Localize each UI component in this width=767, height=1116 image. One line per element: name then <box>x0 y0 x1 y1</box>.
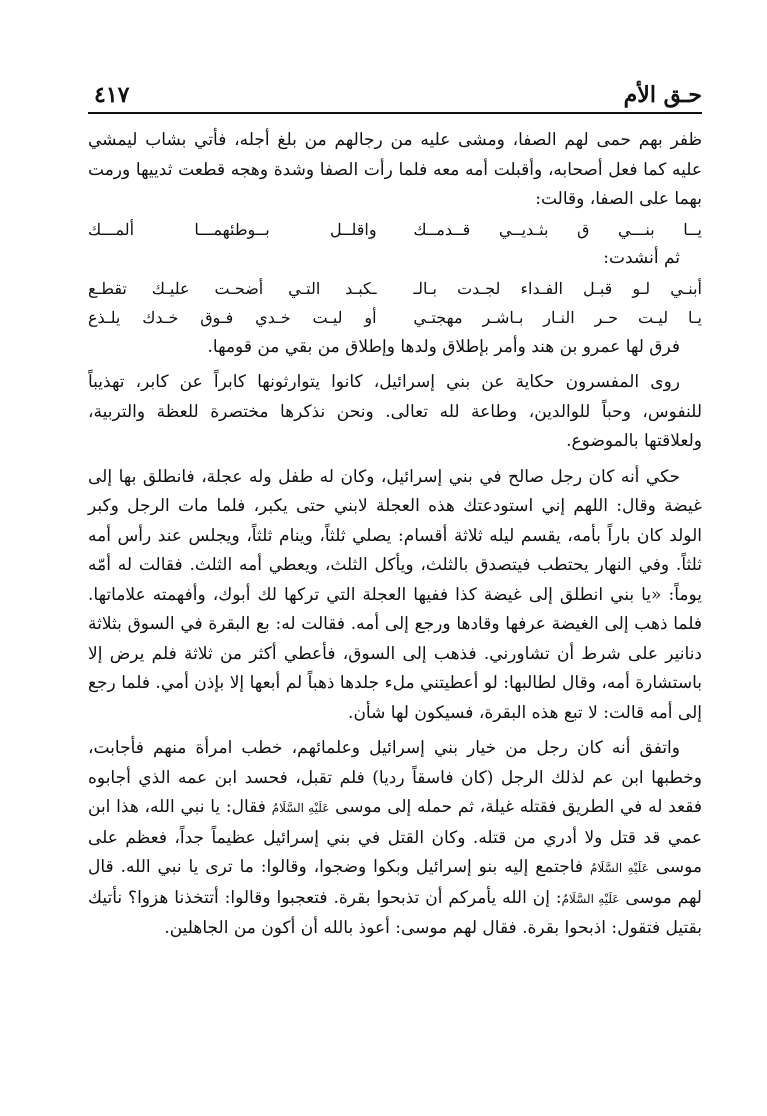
verse-3-second-hemistich: أو ليـت خـدي فـوق خـدك يلـذع <box>88 308 377 327</box>
chapter-title: حـق الأم <box>623 82 702 108</box>
murder-story-part-3: فاجتمع إليه بنو إسرائيل وبكوا وضجوا، وقالوا: ما ترى يا نبي الله. قال لهم موسى <box>88 857 702 908</box>
murder-story-part-4: : إن الله يأمركم أن تذبحوا بقرة. فتعجبوا وقالوا: أتتخذنا هزوا؟ نأتيك بقتيل فتقول: اذبحوا بقرة. فقال لهم موسى: أعوذ بالله أن أكون من الجاهلين. <box>88 887 702 938</box>
verse-line-2 <box>88 274 702 304</box>
body-text <box>88 126 702 944</box>
murder-story-part-1: واتفق أنه كان رجل من خيار بني إسرائيل وعلمائهم، خطب امرأة منهم فأجابت، وخطبها ابن عم لذلك الرجل (كان فاسقاً رديا) فلم تقبل، فحسد ابن عمه الذي أجابوه فقعد له في الطريق فقتله غيلة، ثم حمله إلى موسى <box>88 738 702 817</box>
verse-1-second-hemistich: واقلــل بــوطئهمـــا ألمـــك <box>88 219 377 239</box>
blessing-3: عَلَيْهِ السَّلَامُ <box>561 891 620 906</box>
paragraph-1: ظفر بهم حمى لهم الصفا، ومشى عليه من رجالهم من بلغ أجله، فأتي بشاب ليمشي عليه كما فعل أصحابه، وأقبلت أمه معه فلما رأت الصفا وشدة وهجه قطعت ثدييها ورمت بهما على الصفا، وقالت: <box>88 130 702 209</box>
murder-story-part-2: فقال: يا نبي الله، هذا ابن عمي قد قتل ولا أدري من قتله. وكان القتل في بني إسرائيل عظيماً جداً، فعظم على موسى <box>88 797 703 877</box>
book-page <box>88 72 702 1072</box>
paragraph-israelites: روى المفسرون حكاية عن بني إسرائيل، كانوا يتوارثونها كابراً عن كابر، تهذيباً للنفوس، وحباً للوالدين، وطاعة لله تعالى. ونحن نذكرها مختصرة للعظة والتربية، ولعلاقتها بالموضوع. <box>88 372 702 451</box>
page-header <box>88 72 702 114</box>
verse-line-1 <box>88 215 702 245</box>
blessing-1: عَلَيْهِ السَّلَامُ <box>271 801 330 815</box>
paragraph-murder-story <box>88 734 702 944</box>
verse-2-second-hemistich: ـكبـد التـي أضحـت عليـك تقطـع <box>88 278 377 298</box>
page-number: ٤١٧ <box>94 82 130 108</box>
verse-2-first-hemistich: أبنـي لـو قبـل الفـداء لجـدت بـالـ <box>413 278 702 298</box>
paragraph-release: فرق لها عمرو بن هند وأمر بإطلاق ولدها وإطلاق من بقي من قومها. <box>207 336 680 357</box>
paragraph-calf-story: حكي أنه كان رجل صالح في بني إسرائيل، وكان له طفل وله عجلة، فانطلق بها إلى غيضة وقال: اللهم إني استودعتك هذه العجلة لابني حتى يكبر، فلما مات الرجل وكبر الولد كان باراً بأمه، يقسم ليله ثلاثة أقسام: يصلي ثلثاً، وينام ثلثاً، ويجلس عند رأس أمه ثلثاً. وفي النهار يحتطب فيتصدق بالثلث، ويأكل الثلث، ويعطي أمه الثلث. فقالت له أمّه يوماً: «يا بني انطلق إلى غيضة كذا ففيها العجلة التي تركها لك أبوك، وأفهمته علاماتها. فلما ذهب إلى الغيضة عرفها وقادها ورجع إلى أمه. فقالت له: بع البقرة في السوق بثلاثة دنانير على شرط أن تشاورني. فذهب إلى السوق، فأعطي أكثر من ثلاثة فلم يرض إلا باستشارة أمه، وقال لطالبها: لو أعطيتني ملء جلدها ذهباً لم أبعها إلا بإذن أمي. فلما رجع إلى أمه قالت: لا تبع هذه البقرة، فسيكون لها شأن. <box>88 466 702 723</box>
verse-3-first-hemistich: يـا ليـت حـر النـار بـاشـر مهجتـي <box>413 308 702 327</box>
paragraph-recited: ثم أنشدت: <box>603 248 680 268</box>
blessing-2: عَلَيْهِ السَّلَامُ <box>589 861 649 875</box>
verse-1-first-hemistich: يــا بنـــي ق بثـديــي قــدمــك <box>413 219 702 239</box>
verse-line-3 <box>88 303 702 333</box>
